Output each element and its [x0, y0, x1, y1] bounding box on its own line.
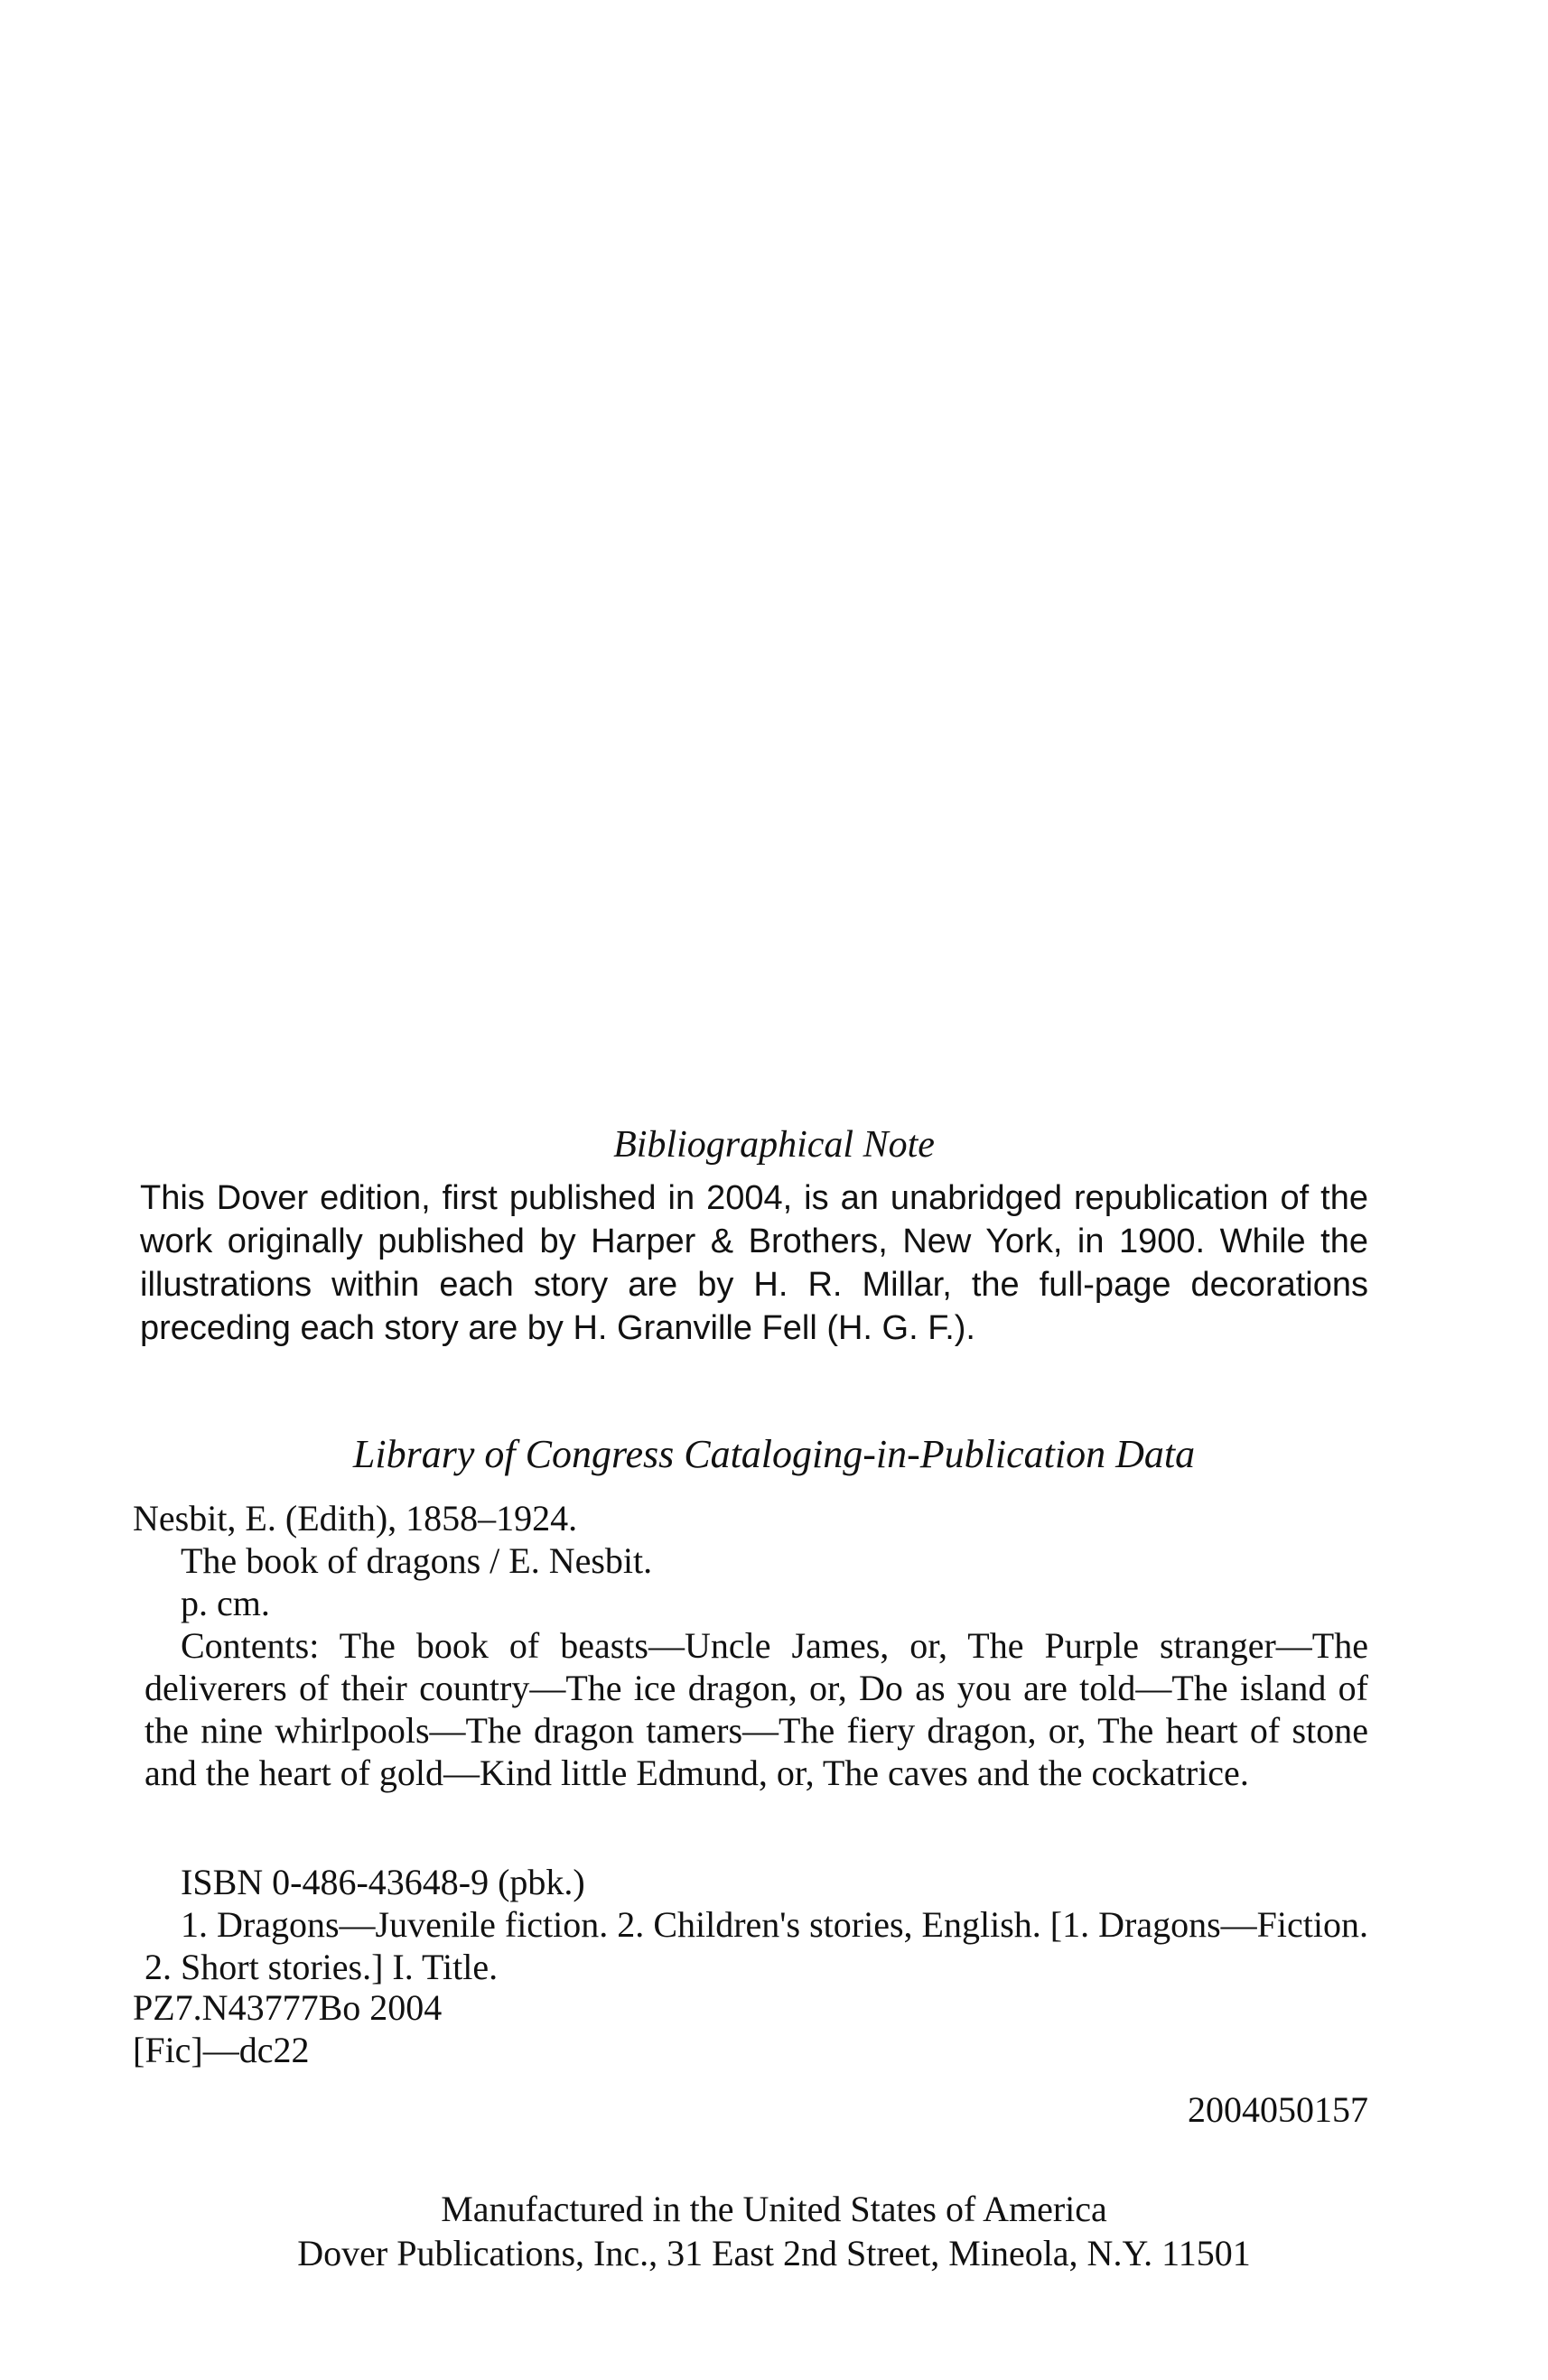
cip-title: The book of dragons / E. Nesbit.	[181, 1540, 653, 1581]
cip-lccn: 2004050157	[1188, 2089, 1368, 2130]
cip-classification: [Fic]—dc22	[133, 2030, 310, 2070]
cip-heading: Library of Congress Cataloging-in-Publication Data	[352, 1432, 1196, 1476]
cip-call-number: PZ7.N43777Bo 2004	[133, 1987, 443, 2028]
cip-subjects: 1. Dragons—Juvenile fiction. 2. Children's stories, English. [1. Dragons—Fiction. 2. Short stories.] I. Title.	[145, 1904, 1368, 1987]
footer-manufactured: Manufactured in the United States of America	[441, 2189, 1107, 2229]
cip-author: Nesbit, E. (Edith), 1858–1924.	[133, 1498, 578, 1539]
cip-physical: p. cm.	[181, 1583, 270, 1623]
footer-publisher-address: Dover Publications, Inc., 31 East 2nd Street, Mineola, N.Y. 11501	[297, 2233, 1251, 2273]
cip-contents: Contents: The book of beasts—Uncle James, or, The Purple stranger—The deliverers of their country—The ice dragon, or, Do as you are told—The island of the nine whirlpools—The dragon tamers—The fiery dragon, or, The heart of stone and the heart of gold—Kind little Edmund, or, The caves and the cockatrice.	[145, 1625, 1368, 1793]
bibliographical-note-heading: Bibliographical Note	[613, 1124, 935, 1166]
cip-isbn: ISBN 0-486-43648-9 (pbk.)	[181, 1862, 585, 1902]
bibliographical-note-text: This Dover edition, first published in 2004, is an unabridged republication of the work originally published by Harper & Brothers, New York, in 1900. While the illustrations within each story are by H. R. Millar, the full-page decorations preceding each story are by H. Granville Fell (H. G. F.).	[140, 1179, 1368, 1347]
